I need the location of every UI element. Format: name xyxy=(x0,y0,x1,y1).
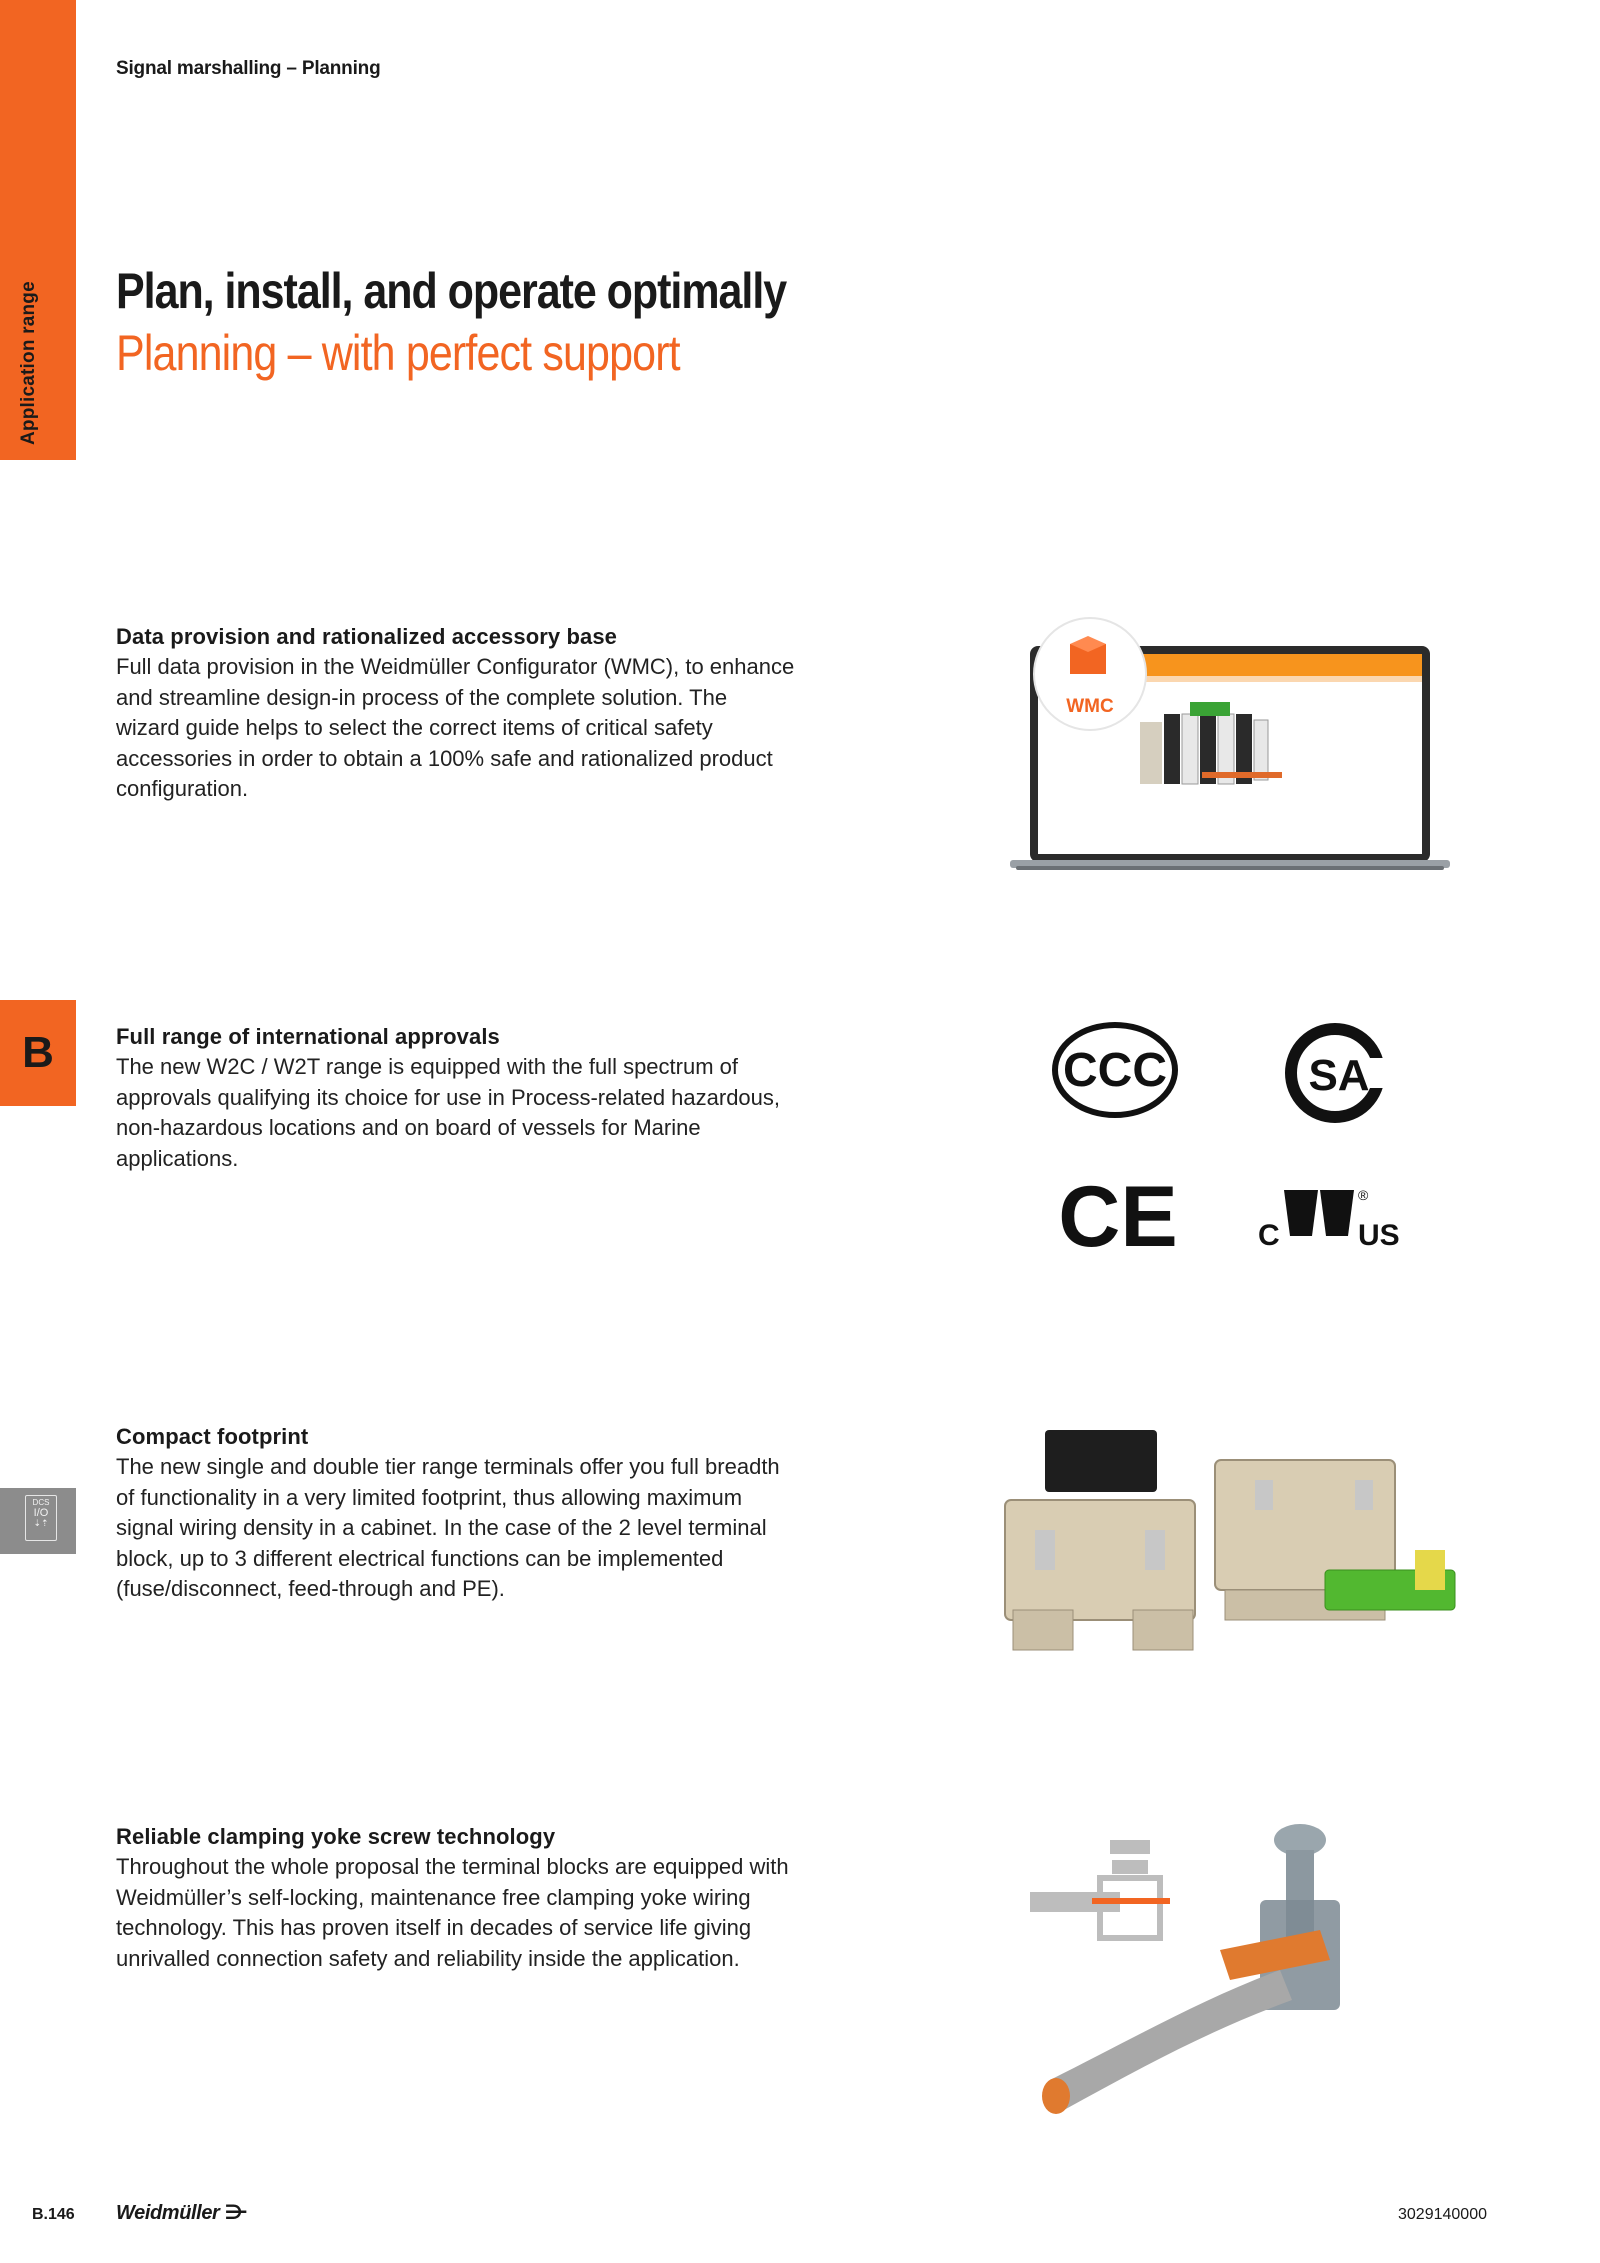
weidmuller-symbol-icon: ⋺ xyxy=(224,2202,248,2224)
section-approvals xyxy=(116,1022,796,1174)
dcs-icon-line2: I/O xyxy=(33,1507,49,1519)
page-subtitle: Planning – with perfect support xyxy=(116,325,680,381)
brand-logo xyxy=(116,2200,247,2225)
ccc-text: CCC xyxy=(1063,1044,1167,1097)
chapter-letter-tab[interactable]: B xyxy=(0,1000,76,1106)
section-heading: Reliable clamping yoke screw technology xyxy=(116,1824,556,1849)
ccc-logo-icon xyxy=(1050,1020,1180,1120)
clamping-yoke-illustration xyxy=(1020,1820,1400,2120)
ul-logo-icon xyxy=(1258,1180,1418,1260)
dcs-io-tab[interactable] xyxy=(0,1488,76,1554)
dcs-icon-line1: DCS xyxy=(32,1498,50,1507)
section-body: The new single and double tier range terminals offer you full breadth of functionality in a very limited footprint, thus allowing maximum signal wiring density in a cabinet. In the case of the 2 level terminal block, up to 3 different electrical functions can be implemented (fuse/disconnect, feed-through and PE). xyxy=(116,1454,780,1602)
section-heading: Data provision and rationalized accessory base xyxy=(116,624,618,649)
wmc-laptop-illustration xyxy=(990,612,1450,874)
arrows-icon: ⇣⇡ xyxy=(33,1518,49,1528)
ul-c-text: C xyxy=(1258,1219,1280,1252)
wmc-badge-text: WMC xyxy=(1066,696,1114,717)
terminal-blocks-illustration xyxy=(995,1420,1465,1670)
brand-text: Weidmüller xyxy=(116,2202,220,2224)
page-title: Plan, install, and operate optimally xyxy=(116,263,787,319)
sidebar-section-label: Application range xyxy=(18,281,39,445)
section-data-provision xyxy=(116,622,796,805)
section-compact-footprint xyxy=(116,1422,796,1605)
csa-logo-icon xyxy=(1285,1018,1385,1128)
ce-logo-icon xyxy=(1058,1170,1178,1260)
csa-text: SA xyxy=(1308,1051,1370,1100)
document-code: 3029140000 xyxy=(1398,2206,1487,2223)
page-number: B.146 xyxy=(32,2206,75,2223)
section-clamping-yoke xyxy=(116,1822,796,1974)
section-body: Throughout the whole proposal the terminal blocks are equipped with Weidmüller’s self-locking, maintenance free clamping yoke wiring technology. This has proven itself in decades of service life giving unrivalled connection safety and reliability inside the application. xyxy=(116,1854,789,1971)
section-heading: Compact footprint xyxy=(116,1424,309,1449)
dcs-io-icon xyxy=(25,1495,57,1541)
wmc-badge xyxy=(1034,618,1146,730)
section-body: The new W2C / W2T range is equipped with the full spectrum of approvals qualifying its choice for use in Process-related hazardous, non-hazardous locations and on board of vessels for Marine applications. xyxy=(116,1054,781,1171)
ul-us-text: US xyxy=(1358,1219,1400,1252)
ce-text: CE xyxy=(1058,1170,1178,1260)
section-heading: Full range of international approvals xyxy=(116,1024,500,1049)
section-body: Full data provision in the Weidmüller Configurator (WMC), to enhance and streamline design-in process of the complete solution. The wizard guide helps to select the correct items of critical safety accessories in order to obtain a 100% safe and rationalized product configuration. xyxy=(116,654,795,802)
breadcrumb: Signal marshalling – Planning xyxy=(116,58,381,79)
ul-registered-text: ® xyxy=(1358,1187,1369,1203)
